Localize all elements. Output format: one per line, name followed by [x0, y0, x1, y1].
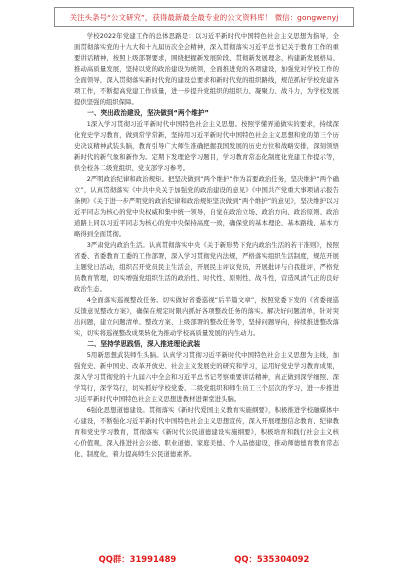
body-paragraph: 3严肃党内政治生活。认真贯彻落实中央《关于新形势下党内政治生活的若干准则》，按照省委、省委教育工委的工作部署，深入学习贯彻党内法规，严格落实组织生活制度，规范开展主题党日活动，组织召开党员民主生活会，开展民主评议党员，开展批评与自我批评，严格党员教育管理，切实增强党组织生活的政治性、时代性、原则性、战斗性，营造风清气正的良好政治生态。: [74, 242, 339, 293]
contact-footer: [0, 553, 408, 569]
section-heading: 一、突出政治建设，坚决做到“两个维护”: [87, 109, 209, 117]
body-paragraph: 5用新思想武装师生头脑。认真学习贯彻习近平新时代中国特色社会主义思想为主线，加强党史、新中国史、改革开放史、社会主义发展史的研究和学习，运用好党史学习教育成果，深入学习贯彻党的十九届六中全会和习近平总书记考察重要讲话精神，真正做到深学细照、深学笃行，深学笃行，切实抓好学校党委、二级党组织和师生员工三个层次的学习，进一步推进习近平新时代中国特色社会主义思想进教材进课堂进头脑。: [74, 352, 339, 403]
body-paragraph: 4全面落实巡视整改任务。切实做好省委巡视“后半篇文章”，按照党委下发的《省委视巡反馈意见整改方案》，确保在规定时限内抓好各项整改任务的落实。解决好问题清单，针对突出问题，建立问题清单、整改方案、上级部署的整改任务等，坚持问题导向，持续推进整改落实，切实将巡视整改成果转化为推动学校高质量发展的内生动力。: [74, 297, 339, 337]
section-heading: 二、坚持学思践悟，深入推进理论武装: [87, 340, 201, 348]
qq-group-text: QQ群：31991489: [98, 554, 177, 564]
qq-contact-text: QQ：535304092: [234, 554, 310, 564]
body-paragraph: 学校2022年党建工作的总体思路是：以习近平新时代中国特色社会主义思想为指导，全面贯彻落实党的十九大和十九届历次全会精神，深入贯彻落实习近平总书记关于教育工作的重要讲话精神，按照上级部署要求，围绕把握新发展阶段、贯彻新发展理念、构建新发展格局、推动高质量发展，坚持以党的政治建设为统领，全面推进党的各项建设，加强党对学校工作的全面领导，深入贯彻落实新时代党的建设总要求和新时代党的组织路线，规范抓好学校党建各项工作，不断提高党建工作质量，进一步提升党组织的组织力、凝聚力、战斗力，为学校发展提供坚强的组织保障。: [74, 33, 339, 106]
promo-banner: 关注头条号“公文研究”，获得最新最全最专业的公文资料库！ 微信：gongwenyj: [54, 7, 354, 27]
body-paragraph: 1深入学习贯彻习近平新时代中国特色社会主义思想。按照学懂弄通做实的要求，持续深化党史学习教育，做到常学常新，坚持用习近平新时代中国特色社会主义思想和党的第三个历史决议精神武装头脑，教育引导广大师生准确把握我国发展的历史方位和战略安排，深刻领悟新时代的新气象和新作为。定期下发理论学习题目，学习教育常态化制度化党建工作提示等，供全校各二级党组织、党支部学习参考。: [74, 121, 339, 172]
body-paragraph: 2严明政治纪律和政治规矩。把坚决做到“两个维护”作为首要政治任务，坚决维护“两个确立”，认真贯彻落实《中共中央关于加强党的政治建设的意见》《中国共产党重大事项请示报告条例》《关于进一步严明党的政治纪律和政治规矩坚决做到“两个维护”的意见》，坚决维护以习近平同志为核心的党中央权威和集中统一领导，自觉在政治立场、政治方向、政治原则、政治道路上同以习近平同志为核心的党中央保持高度一致，确保党的基本理论、基本路线、基本方略得到全面贯彻。: [74, 176, 339, 238]
document-body: [74, 31, 339, 460]
body-paragraph: 6强化思想道德建设。贯彻落实《新时代爱国主义教育实施纲要》，积极推进学校融媒体中心建设，不断强化习近平新时代中国特色社会主义思想宣传，深入开展理想信念教育、纪律教育和党史学习教育，贯彻落实《新时代公民道德建设实施纲要》，积极培育和践行社会主义核心价值观，深入推进社会公德、职业道德、家庭美德、个人品德建设，推动师德德育教育常态化、制度化，着力提高师生公民道德素养。: [74, 407, 339, 458]
